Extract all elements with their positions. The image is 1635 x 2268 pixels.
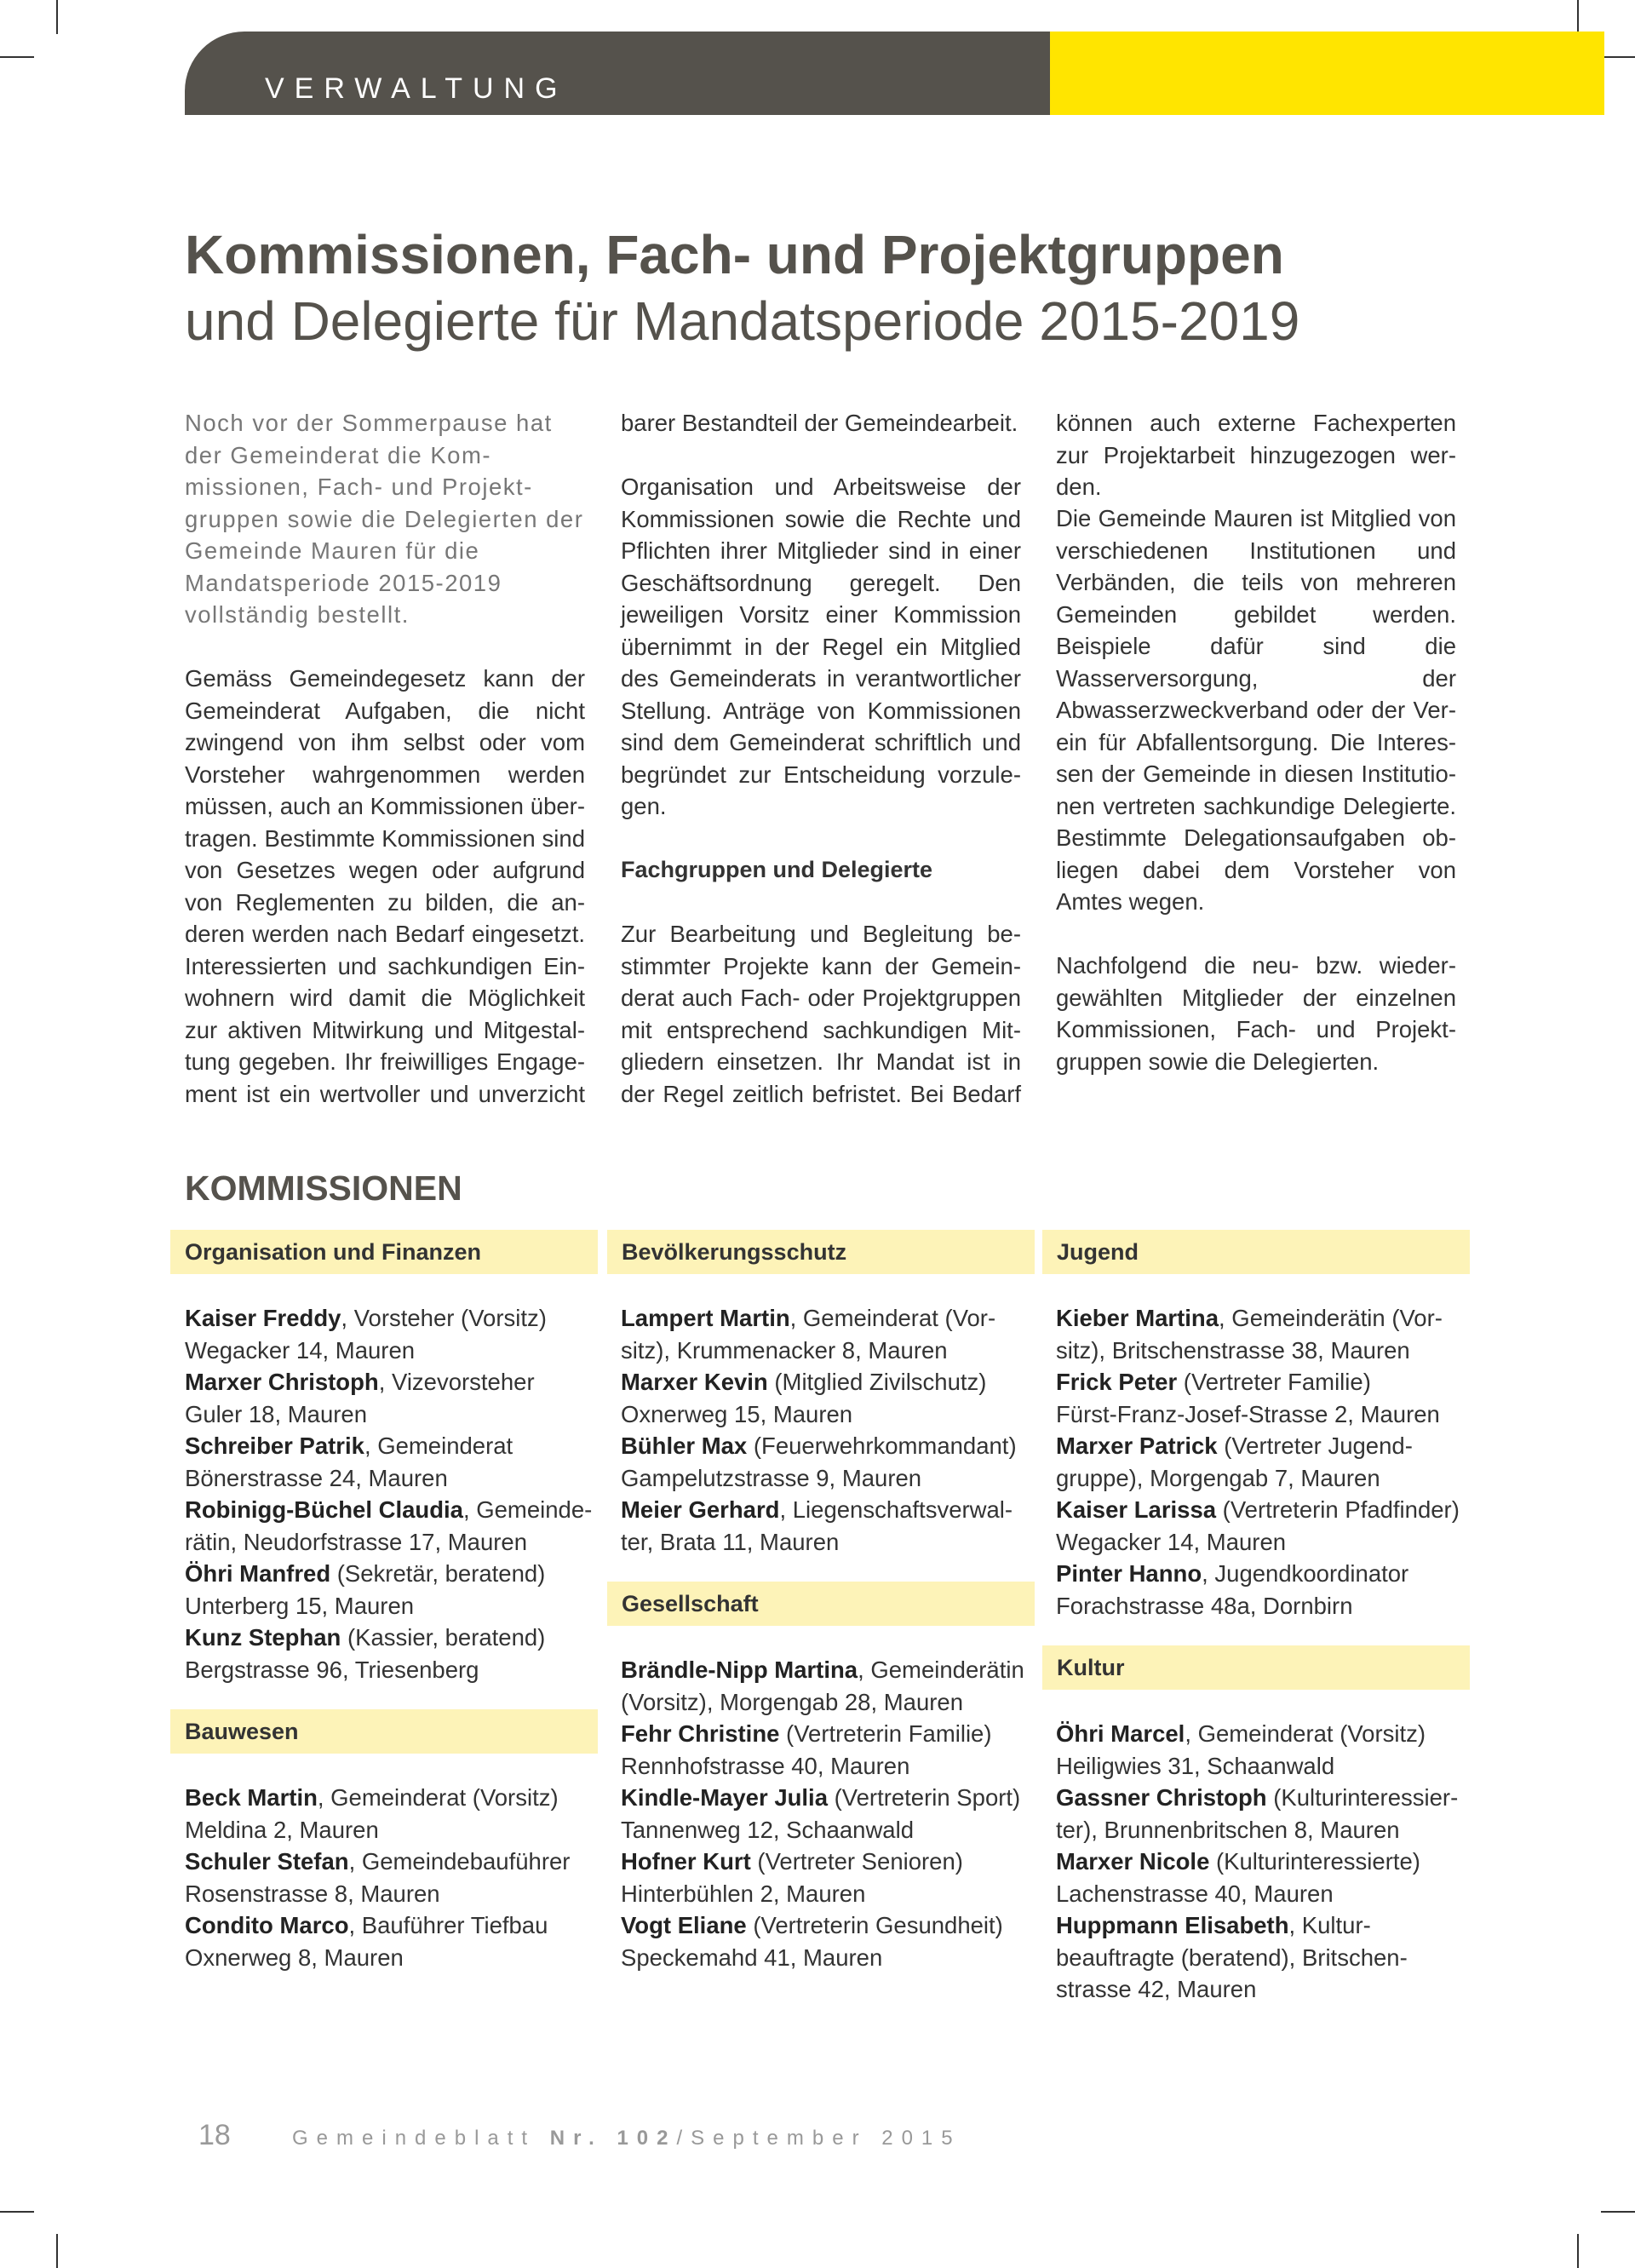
member-name: Schuler Stefan	[185, 1848, 349, 1875]
section-header-accent	[1050, 32, 1604, 115]
member-name: Schreiber Patrik	[185, 1433, 364, 1459]
crop-mark	[1577, 2234, 1579, 2268]
member-role: (Sekretär, beratend)	[330, 1560, 546, 1587]
member-name: Öhri Manfred	[185, 1560, 331, 1587]
member-entry	[621, 1494, 1030, 1558]
member-entry	[1056, 1846, 1465, 1878]
member-entry	[621, 1366, 1030, 1398]
bauwesen-list	[185, 1782, 594, 1973]
member-entry	[621, 1430, 1030, 1462]
member-role: , Gemeinderat	[364, 1433, 513, 1459]
section-label: VERWALTUNG	[265, 72, 568, 105]
member-role: (Vertreterin Familie)	[779, 1720, 992, 1747]
gesellschaft-header: Gesellschaft	[607, 1582, 1035, 1626]
member-name: Condito Marco	[185, 1912, 349, 1938]
member-name: Kindle-Mayer Julia	[621, 1784, 828, 1811]
member-entry	[185, 1782, 594, 1814]
crop-mark	[0, 56, 34, 58]
crop-mark	[1601, 56, 1635, 58]
member-address: Bönerstrasse 24, Mauren	[185, 1464, 448, 1491]
footer-publication	[292, 2127, 961, 2150]
body-paragraph: Gemäss Gemeindegesetz kann der Gemeinderat Aufgaben, die nicht zwingend von ihm selbst oder vom Vorsteher wahrgenommen werden müssen, auch an Kommissionen übertragen. Bestimmte Kommissionen sind von Gesetzes wegen oder aufgrund von Reglementen zu bilden, die anderen werden nach Bedarf eingesetzt. Interessierten und sachkundigen Einwohnern wird damit die Möglichkeit zur aktiven Mitwirkung und Mitgestaltung gegeben. Ihr freiwilliges Engagement ist ein wertvoller und unverzicht	[185, 665, 585, 1107]
member-address: Tannenweg 12, Schaanwald	[621, 1816, 915, 1843]
crop-mark	[56, 2234, 58, 2268]
member-entry	[1056, 1718, 1465, 1750]
crop-mark	[0, 2211, 34, 2213]
member-address: Heiligwies 31, Schaanwald	[1056, 1752, 1335, 1779]
member-entry	[185, 1366, 594, 1398]
member-address: Lachenstrasse 40, Mauren	[1056, 1880, 1334, 1907]
member-entry	[621, 1846, 1030, 1878]
lead-paragraph: Noch vor der Sommerpause hat der Gemeinderat die Kommissionen, Fach- und Projektgruppen sowie die Delegierten der Gemeinde Mauren für die Mandatsperiode 2015-2019 vollständig bestellt.	[185, 410, 584, 628]
member-address: Guler 18, Mauren	[185, 1400, 367, 1427]
member-role: , Gemeinderätin, Neudorfstrasse 17, Mauren	[185, 1496, 593, 1555]
gesellschaft-list	[621, 1654, 1030, 1973]
member-name: Pinter Hanno	[1056, 1560, 1202, 1587]
body-paragraph-3: Zur Bearbeitung und Begleitung bestimmter Projekte kann der Gemeinderat auch Fach- oder Projektgruppen mit entsprechend sachkundigen Mitgliedern einsetzen. Ihr Mandat ist in der Regel zeitlich befristet. Bei Bedarf	[621, 921, 1021, 1107]
member-role: (Vertreter Familie)	[1177, 1369, 1371, 1395]
member-name: Marxer Kevin	[621, 1369, 768, 1395]
kommissionen-heading: KOMMISSIONEN	[185, 1168, 462, 1208]
subheading-fachgruppen: Fachgruppen und Delegierte	[621, 857, 933, 882]
bevoelkerungsschutz-list	[621, 1302, 1030, 1558]
member-address: Rennhofstrasse 40, Mauren	[621, 1752, 910, 1779]
member-role: (Vertreter Jugendgruppe), Morgengab 7, Mauren	[1056, 1433, 1413, 1491]
member-name: Hofner Kurt	[621, 1848, 751, 1875]
member-entry	[1056, 1494, 1465, 1526]
member-entry	[185, 1558, 594, 1590]
body-paragraph-5: Nachfolgend die neu- bzw. wiedergewählten Mitglieder der einzelnen Kommissionen, Fach- und Projektgruppen sowie die Delegierten.	[1056, 952, 1456, 1075]
member-name: Fehr Christine	[621, 1720, 780, 1747]
member-entry	[185, 1430, 594, 1462]
member-role: , Gemeinderat (Vorsitz)	[1185, 1720, 1426, 1747]
member-entry	[1056, 1302, 1465, 1366]
member-address: Fürst-Franz-Josef-Strasse 2, Mauren	[1056, 1400, 1440, 1427]
footer-prefix: Gemeindeblatt	[292, 2127, 550, 2150]
member-role: (Kulturinteressierter), Brunnenbritschen 8, Mauren	[1056, 1784, 1459, 1843]
member-name: Kaiser Larissa	[1056, 1496, 1217, 1523]
member-name: Kieber Martina	[1056, 1305, 1219, 1331]
member-name: Marxer Nicole	[1056, 1848, 1210, 1875]
jugend-list	[1056, 1302, 1465, 1622]
jugend-header: Jugend	[1042, 1230, 1470, 1274]
page-title: Kommissionen, Fach- und Projektgruppen	[185, 224, 1284, 285]
member-name: Bühler Max	[621, 1433, 748, 1459]
member-role: , Gemeinderat (Vorsitz)	[317, 1784, 559, 1811]
member-address: Bergstrasse 96, Triesenberg	[185, 1656, 479, 1683]
intro-column-1	[185, 407, 585, 1142]
org-finanzen-list	[185, 1302, 594, 1685]
member-address: Wegacker 14, Mauren	[185, 1336, 416, 1364]
member-name: Huppmann Elisabeth	[1056, 1912, 1289, 1938]
member-address: Rosenstrasse 8, Mauren	[185, 1880, 440, 1907]
member-address: Oxnerweg 8, Mauren	[185, 1944, 404, 1971]
member-entry	[1056, 1430, 1465, 1494]
member-entry	[1056, 1366, 1465, 1398]
member-name: Marxer Christoph	[185, 1369, 379, 1395]
page-subtitle: und Delegierte für Mandatsperiode 2015-2019	[185, 290, 1300, 352]
member-name: Robinigg-Büchel Claudia	[185, 1496, 463, 1523]
member-name: Meier Gerhard	[621, 1496, 780, 1523]
member-entry	[185, 1622, 594, 1654]
member-name: Kaiser Freddy	[185, 1305, 341, 1331]
member-name: Gassner Christoph	[1056, 1784, 1267, 1811]
member-address: Speckemahd 41, Mauren	[621, 1944, 883, 1971]
member-role: , Bauführer Tiefbau	[348, 1912, 548, 1938]
member-role: (Feuerwehrkommandant)	[747, 1433, 1017, 1459]
member-role: , Liegenschaftsverwalter, Brata 11, Mauren	[621, 1496, 1013, 1555]
page-number: 18	[198, 2119, 231, 2151]
member-entry	[621, 1909, 1030, 1942]
intro-column-2	[621, 407, 1021, 1142]
member-role: , Kulturbeauftragte (beratend), Britschenstrasse 42, Mauren	[1056, 1912, 1408, 2002]
footer-issue: Nr. 102	[549, 2127, 677, 2150]
body-paragraph-2: Organisation und Arbeitsweise der Kommissionen sowie die Rechte und Pflichten ihrer Mitglieder sind in einer Geschäftsordnung geregelt. Den jeweiligen Vorsitz einer Kommission übernimmt in der Regel ein Mitglied des Gemeinderats in verantwortlicher Stellung. Anträge von Kommissionen sind dem Gemeinderat schriftlich und begründet zur Entscheidung vorzulegen.	[621, 474, 1021, 819]
member-name: Marxer Patrick	[1056, 1433, 1218, 1459]
member-name: Lampert Martin	[621, 1305, 790, 1331]
crop-mark	[1601, 2211, 1635, 2213]
member-address: Wegacker 14, Mauren	[1056, 1528, 1287, 1555]
member-address: Forachstrasse 48a, Dornbirn	[1056, 1592, 1353, 1619]
member-entry	[621, 1718, 1030, 1750]
intro-column-3	[1056, 407, 1456, 1110]
member-entry	[621, 1782, 1030, 1814]
member-role: (Vertreterin Pfadfinder)	[1216, 1496, 1460, 1523]
member-name: Kunz Stephan	[185, 1624, 341, 1651]
member-role: , Gemeinderat (Vorsitz), Krummenacker 8, Mauren	[621, 1305, 996, 1364]
kultur-header: Kultur	[1042, 1645, 1470, 1690]
footer-date: /September 2015	[676, 2127, 961, 2150]
member-entry	[1056, 1782, 1465, 1846]
member-entry	[185, 1909, 594, 1942]
member-address: Unterberg 15, Mauren	[185, 1592, 415, 1619]
member-role: , Gemeinderätin (Vorsitz), Britschenstrasse 38, Mauren	[1056, 1305, 1443, 1364]
member-entry	[185, 1846, 594, 1878]
member-role: (Kassier, beratend)	[341, 1624, 546, 1651]
member-address: Meldina 2, Mauren	[185, 1816, 379, 1843]
member-name: Vogt Eliane	[621, 1912, 747, 1938]
member-role: (Mitglied Zivilschutz)	[767, 1369, 987, 1395]
bevoelkerungsschutz-header: Bevölkerungsschutz	[607, 1230, 1035, 1274]
member-entry	[1056, 1909, 1465, 2006]
member-entry	[185, 1494, 594, 1558]
member-role: , Gemeinderätin (Vorsitz), Morgengab 28, Mauren	[621, 1657, 1024, 1715]
member-address: Gampelutzstrasse 9, Mauren	[621, 1464, 922, 1491]
crop-mark	[1577, 0, 1579, 34]
member-address: Hinterbühlen 2, Mauren	[621, 1880, 866, 1907]
kultur-list	[1056, 1718, 1465, 2006]
member-entry	[185, 1302, 594, 1335]
org-finanzen-header: Organisation und Finanzen	[170, 1230, 598, 1274]
member-name: Brändle-Nipp Martina	[621, 1657, 858, 1683]
member-role: (Kulturinteressierte)	[1209, 1848, 1420, 1875]
member-role: (Vertreterin Gesundheit)	[746, 1912, 1003, 1938]
member-entry	[621, 1654, 1030, 1718]
member-name: Beck Martin	[185, 1784, 318, 1811]
member-name: Öhri Marcel	[1056, 1720, 1185, 1747]
member-name: Frick Peter	[1056, 1369, 1178, 1395]
member-role: , Jugendkoordinator	[1202, 1560, 1409, 1587]
member-role: (Vertreter Senioren)	[750, 1848, 963, 1875]
member-role: , Vorsteher (Vorsitz)	[341, 1305, 547, 1331]
member-entry	[1056, 1558, 1465, 1590]
body-paragraph-3-continued: können auch externe Fachexperten zur Projektarbeit hinzugezogen werden.	[1056, 410, 1456, 500]
member-role: , Gemeindebauführer	[348, 1848, 571, 1875]
body-paragraph-continued: barer Bestandteil der Gemeindearbeit.	[621, 410, 1018, 436]
member-address: Oxnerweg 15, Mauren	[621, 1400, 853, 1427]
bauwesen-header: Bauwesen	[170, 1709, 598, 1754]
member-role: (Vertreterin Sport)	[828, 1784, 1021, 1811]
member-role: , Vizevorsteher	[378, 1369, 535, 1395]
member-entry	[621, 1302, 1030, 1366]
body-paragraph-4: Die Gemeinde Mauren ist Mitglied von verschiedenen Institutionen und Verbänden, die teils von mehreren Gemeinden gebildet werden. Beispiele dafür sind die Wasserversorgung, der Abwasserzweckverband oder der Verein für Abfallentsorgung. Die Interessen der Gemeinde in diesen Institutionen vertreten sachkundige Delegierte. Bestimmte Delegationsaufgaben obliegen dabei dem Vorsteher von Amtes wegen.	[1056, 505, 1456, 915]
crop-mark	[56, 0, 58, 34]
